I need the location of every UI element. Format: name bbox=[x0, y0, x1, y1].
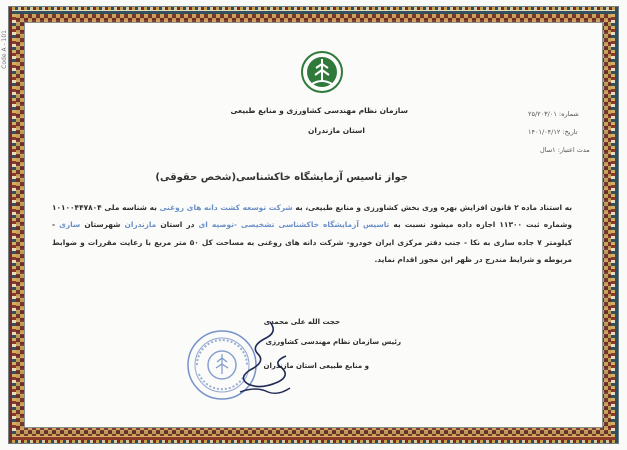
signature-icon bbox=[220, 318, 310, 398]
certificate-body bbox=[52, 199, 572, 269]
date-field: تاریخ: ۱۴۰۱/۰۴/۱۲ bbox=[528, 128, 578, 136]
side-code: Code A - 101 bbox=[1, 30, 8, 69]
body-text-3: وشماره ثبت ۱۱۳۰۰ اجازه داده میشود نسبت به bbox=[393, 220, 572, 230]
signatory-name: حجت الله علی محمدی bbox=[263, 318, 340, 326]
date-value: ۱۴۰۱/۰۴/۱۲ bbox=[528, 128, 561, 136]
province-value: مازندران bbox=[124, 220, 157, 230]
area-value: ۵۰ bbox=[189, 237, 199, 247]
body-text-7: متر مربع با رعایت مقررات و ضوابط مربوطه و شرایط مندرج در ظهر این مجوز اقدام نماید. bbox=[52, 237, 572, 265]
validity-field: مدت اعتبار: ۱سال bbox=[540, 146, 590, 154]
organization-name: سازمان نظام مهندسی کشاورزی و منابع طبیعی bbox=[230, 106, 408, 115]
organization-emblem-icon bbox=[300, 50, 344, 94]
city-value: ساری bbox=[59, 220, 81, 230]
province-name: استان مازندران bbox=[307, 126, 365, 135]
body-text-6: - کیلومتر ۷ جاده ساری به نکا - جنب دفتر مرکزی ایران خودرو- شرکت دانه های روغنی به مساحت کل bbox=[52, 220, 572, 247]
lab-type: تاسیس آزمایشگاه خاکشناسی تشخیصی -توصیه ای bbox=[198, 220, 390, 230]
company-name: شرکت توسعه کشت دانه های روغنی bbox=[159, 203, 293, 212]
body-text-5: شهرستان bbox=[84, 220, 121, 230]
validity-label: مدت اعتبار bbox=[559, 146, 590, 154]
number-field: شماره: ۲۵/۲۰۳/۰۱ bbox=[528, 110, 579, 118]
body-text-1: به استناد ماده ۲ قانون افزایش بهره وری بخش کشاورزی و منابع طبیعی، به bbox=[295, 203, 572, 212]
validity-value: ۱سال bbox=[540, 146, 556, 154]
number-value: ۲۵/۲۰۳/۰۱ bbox=[528, 110, 557, 118]
body-text-2: به شناسه ملی bbox=[104, 203, 157, 212]
number-label: شماره bbox=[561, 110, 579, 118]
date-label: تاریخ bbox=[564, 128, 578, 136]
national-id: ۱۰۱۰۰۴۴۷۸۰۴ bbox=[52, 203, 102, 212]
signatory-role-line1: رئیس سازمان نظام مهندسی کشاورزی bbox=[265, 338, 401, 346]
certificate-title: جواز تاسیس آزمایشگاه خاکشناسی(شخص حقوقی) bbox=[155, 172, 408, 183]
body-text-4: در استان bbox=[160, 220, 195, 230]
signatory-role-line2: و منابع طبیعی استان مازندران bbox=[263, 362, 369, 370]
